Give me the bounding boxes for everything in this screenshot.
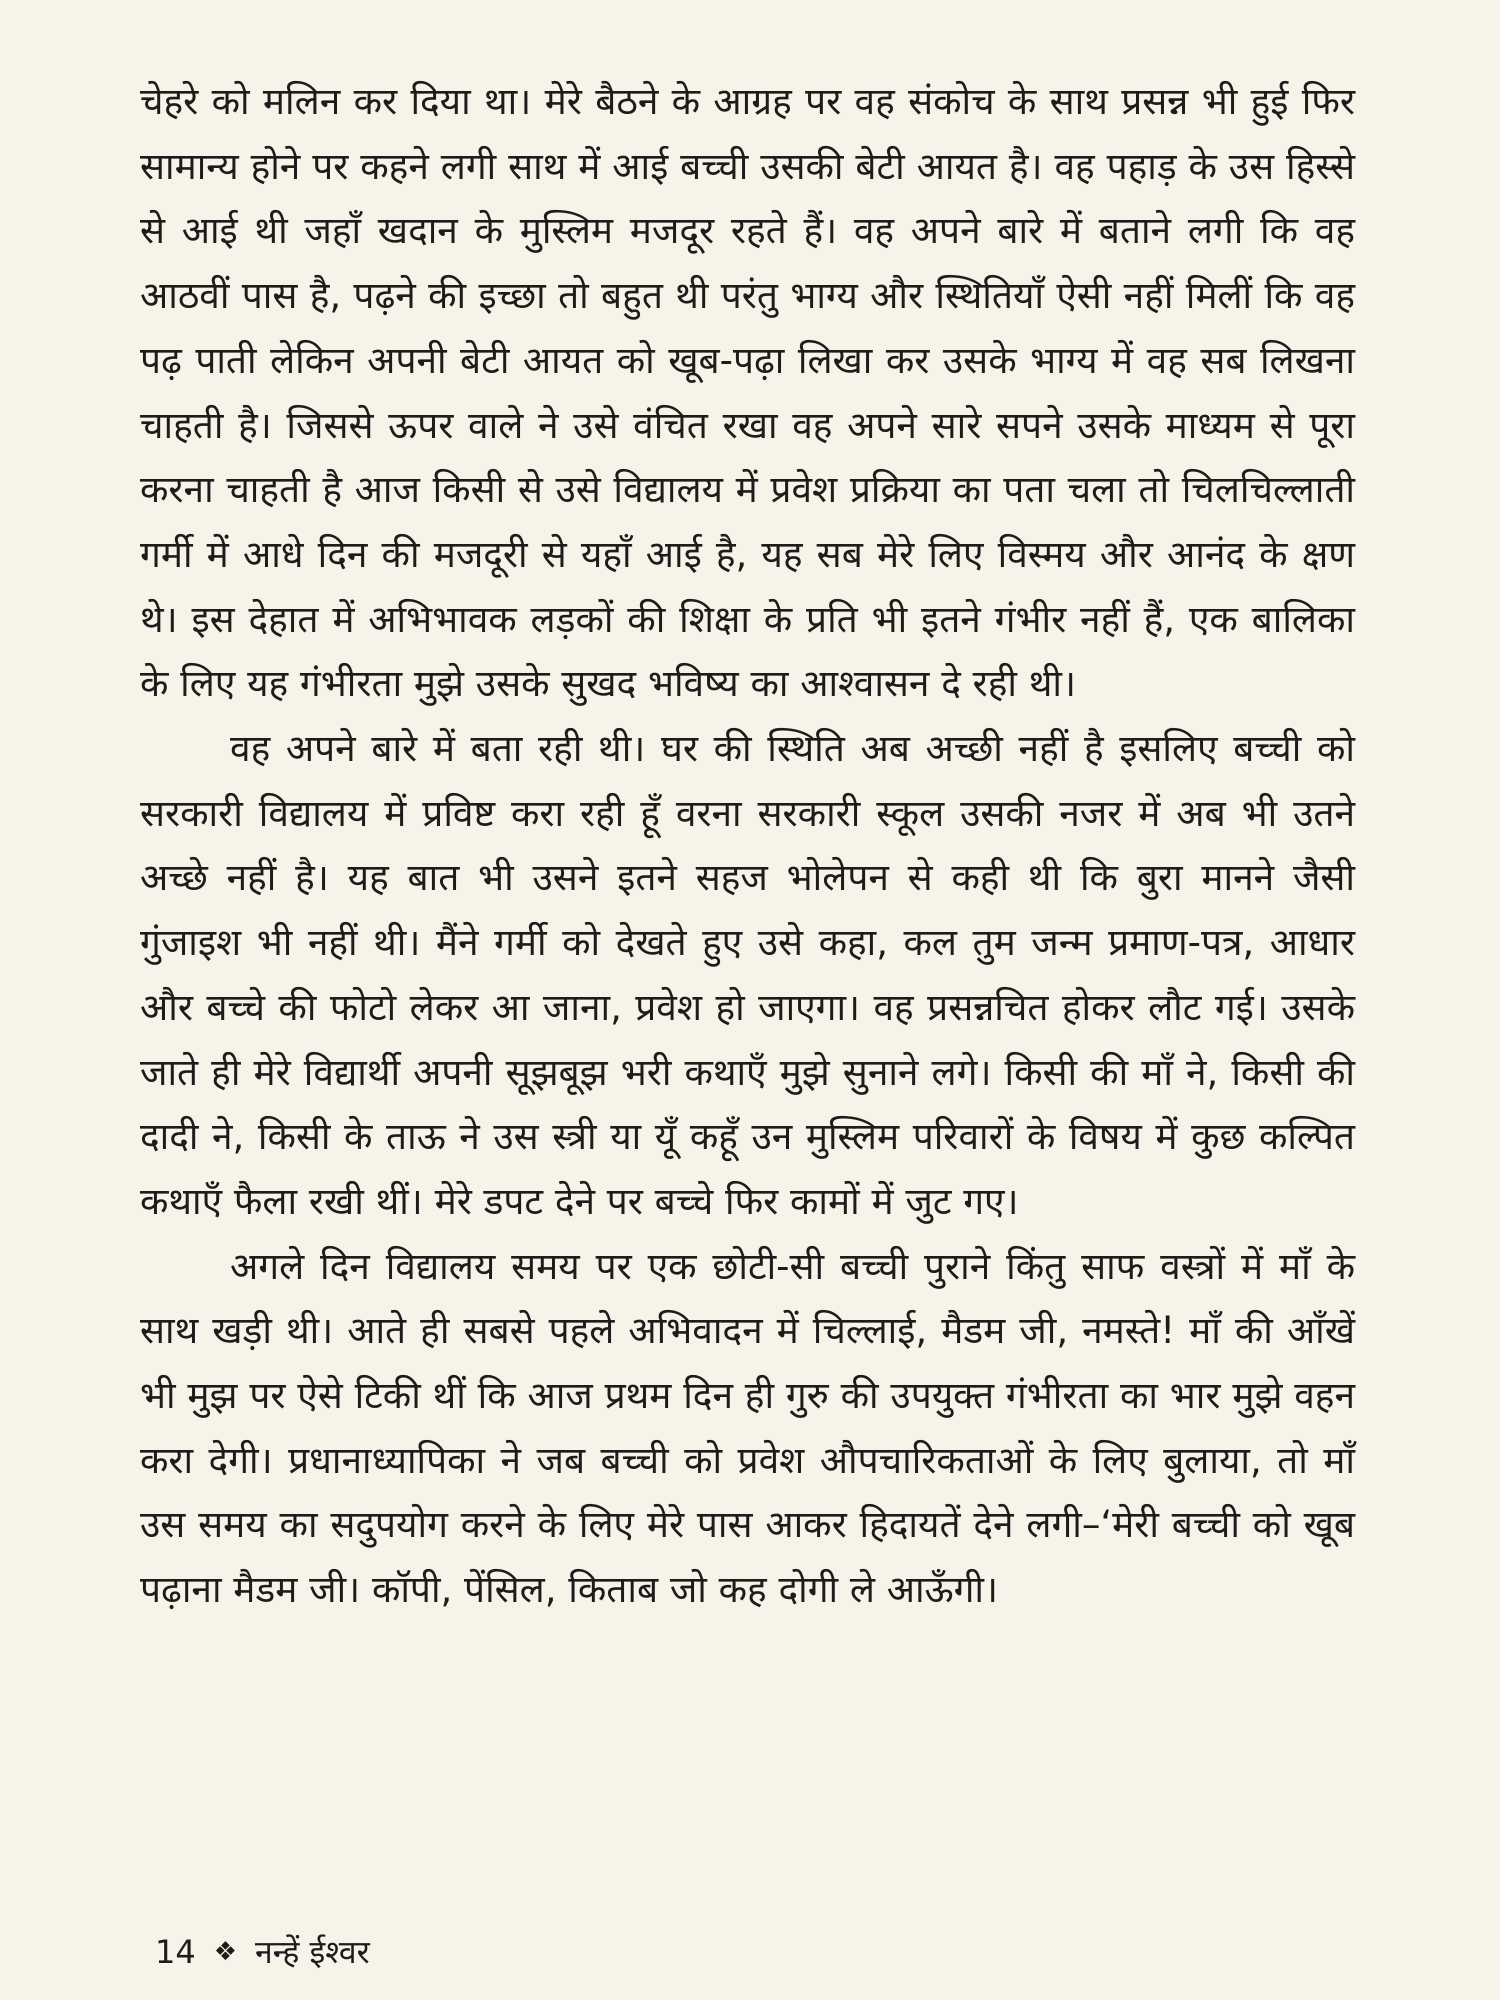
paragraph-3: अगले दिन विद्यालय समय पर एक छोटी-सी बच्ची पुराने किंतु साफ वस्त्रों में माँ के साथ खड़ी थी। आते ही सबसे पहले अभिवादन में चिल्लाई, मैडम जी, नमस्ते! माँ की आँखें भी मुझ पर ऐसे टिकी थीं कि आज प्रथम दिन ही गुरु की उपयुक्त गंभीरता का भार मुझे वहन करा देगी। प्रधानाध्यापिका ने जब बच्ची को प्रवेश औपचारिकताओं के लिए बुलाया, तो माँ उस समय का सदुपयोग करने के लिए मेरे पास आकर हिदायतें देने लगी–‘मेरी बच्ची को खूब पढ़ाना मैडम जी। कॉपी, पेंसिल, किताब जो कह दोगी ले आऊँगी। — [140, 1244, 1355, 1612]
paragraph-2: वह अपने बारे में बता रही थी। घर की स्थिति अब अच्छी नहीं है इसलिए बच्ची को सरकारी विद्यालय में प्रविष्ट करा रही हूँ वरना सरकारी स्कूल उसकी नजर में अब भी उतने अच्छे नहीं है। यह बात भी उसने इतने सहज भोलेपन से कही थी कि बुरा मानने जैसी गुंजाइश भी नहीं थी। मैंने गर्मी को देखते हुए उसे कहा, कल तुम जन्म प्रमाण-पत्र, आधार और बच्चे की फोटो लेकर आ जाना, प्रवेश हो जाएगा। वह प्रसन्नचित होकर लौट गई। उसके जाते ही मेरे विद्यार्थी अपनी सूझबूझ भरी कथाएँ मुझे सुनाने लगे। किसी की माँ ने, किसी की दादी ने, किसी के ताऊ ने उस स्त्री या यूँ कहूँ उन मुस्लिम परिवारों के विषय में कुछ कल्पित कथाएँ फैला रखी थीं। मेरे डपट देने पर बच्चे फिर कामों में जुट गए। — [140, 727, 1355, 1223]
paragraph-1: चेहरे को मलिन कर दिया था। मेरे बैठने के आग्रह पर वह संकोच के साथ प्रसन्न भी हुई फिर सामान्य होने पर कहने लगी साथ में आई बच्ची उसकी बेटी आयत है। वह पहाड़ के उस हिस्से से आई थी जहाँ खदान के मुस्लिम मजदूर रहते हैं। वह अपने बारे में बताने लगी कि वह आठवीं पास है, पढ़ने की इच्छा तो बहुत थी परंतु भाग्य और स्थितियाँ ऐसी नहीं मिलीं कि वह पढ़ पाती लेकिन अपनी बेटी आयत को खूब-पढ़ा लिखा कर उसके भाग्य में वह सब लिखना चाहती है। जिससे ऊपर वाले ने उसे वंचित रखा वह अपने सारे सपने उसके माध्यम से पूरा करना चाहती है आज किसी से उसे विद्यालय में प्रवेश प्रक्रिया का पता चला तो चिलचिल्लाती गर्मी में आधे दिन की मजदूरी से यहाँ आई है, यह सब मेरे लिए विस्मय और आनंद के क्षण थे। इस देहात में अभिभावक लड़कों की शिक्षा के प्रति भी इतने गंभीर नहीं हैं, एक बालिका के लिए यह गंभीरता मुझे उसके सुखद भविष्य का आश्वासन दे रही थी। — [140, 80, 1355, 706]
book-title: नन्हें ईश्वर — [255, 1933, 370, 1971]
body-text — [140, 70, 1355, 1623]
page-footer — [155, 1930, 370, 1973]
ornament-icon: ❖ — [213, 1936, 238, 1967]
page-number: 14 — [155, 1932, 196, 1971]
